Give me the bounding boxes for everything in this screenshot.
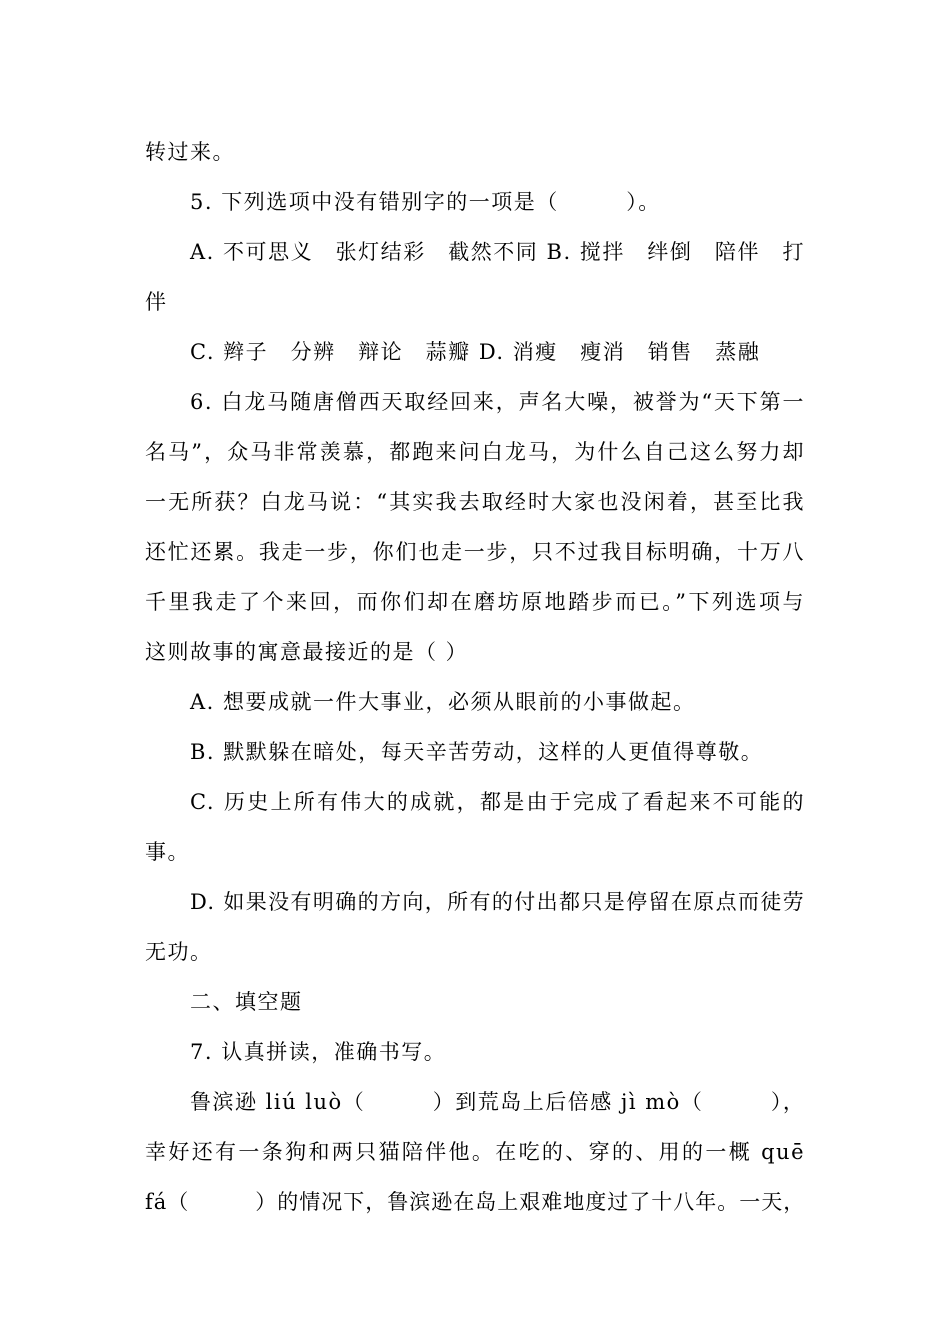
text-line: 名马”，众马非常羡慕，都跑来问白龙马，为什么自己这么努力却 — [145, 440, 805, 464]
text-line: 这则故事的寓意最接近的是（ ） — [145, 640, 469, 664]
option-c: C. 历史上所有伟大的成就，都是由于完成了看起来不可能的 — [190, 790, 805, 814]
question-5-options-cd: C. 辫子 分辨 辩论 蒜瓣 D. 消瘦 瘦消 销售 蒸融 — [190, 340, 761, 364]
text-line: 鲁滨逊 liú luò（ ）到荒岛上后倍感 jì mò（ ）， — [190, 1090, 806, 1114]
text-line: 千里我走了个来回，而你们却在磨坊原地踏步而已。”下列选项与 — [145, 590, 805, 614]
text-line: 一无所获？白龙马说：“其实我去取经时大家也没闲着，甚至比我 — [145, 490, 805, 514]
question-5: 5. 下列选项中没有错别字的一项是（ ）。 — [190, 190, 661, 214]
text-line: 伴 — [145, 290, 168, 314]
option-d: D. 如果没有明确的方向，所有的付出都只是停留在原点而徒劳 — [190, 890, 805, 914]
text-line: fá（ ）的情况下，鲁滨逊在岛上艰难地度过了十八年。一天， — [145, 1190, 806, 1214]
question-5-options-ab: A. 不可思义 张灯结彩 截然不同 B. 搅拌 绊倒 陪伴 打 — [190, 240, 805, 264]
text-line: 还忙还累。我走一步，你们也走一步，只不过我目标明确，十万八 — [145, 540, 805, 564]
question-6: 6. 白龙马随唐僧西天取经回来，声名大噪，被誉为“天下第一 — [190, 390, 805, 414]
text-line: 转过来。 — [145, 140, 235, 164]
question-7: 7. 认真拼读，准确书写。 — [190, 1040, 447, 1064]
section-heading: 二、填空题 — [190, 990, 303, 1014]
text-line: 无功。 — [145, 940, 213, 964]
option-b: B. 默默躲在暗处，每天辛苦劳动，这样的人更值得尊敬。 — [190, 740, 764, 764]
text-line: 事。 — [145, 840, 190, 864]
text-line: 幸好还有一条狗和两只猫陪伴他。在吃的、穿的、用的一概 quē — [145, 1140, 805, 1164]
option-a: A. 想要成就一件大事业，必须从眼前的小事做起。 — [190, 690, 696, 714]
